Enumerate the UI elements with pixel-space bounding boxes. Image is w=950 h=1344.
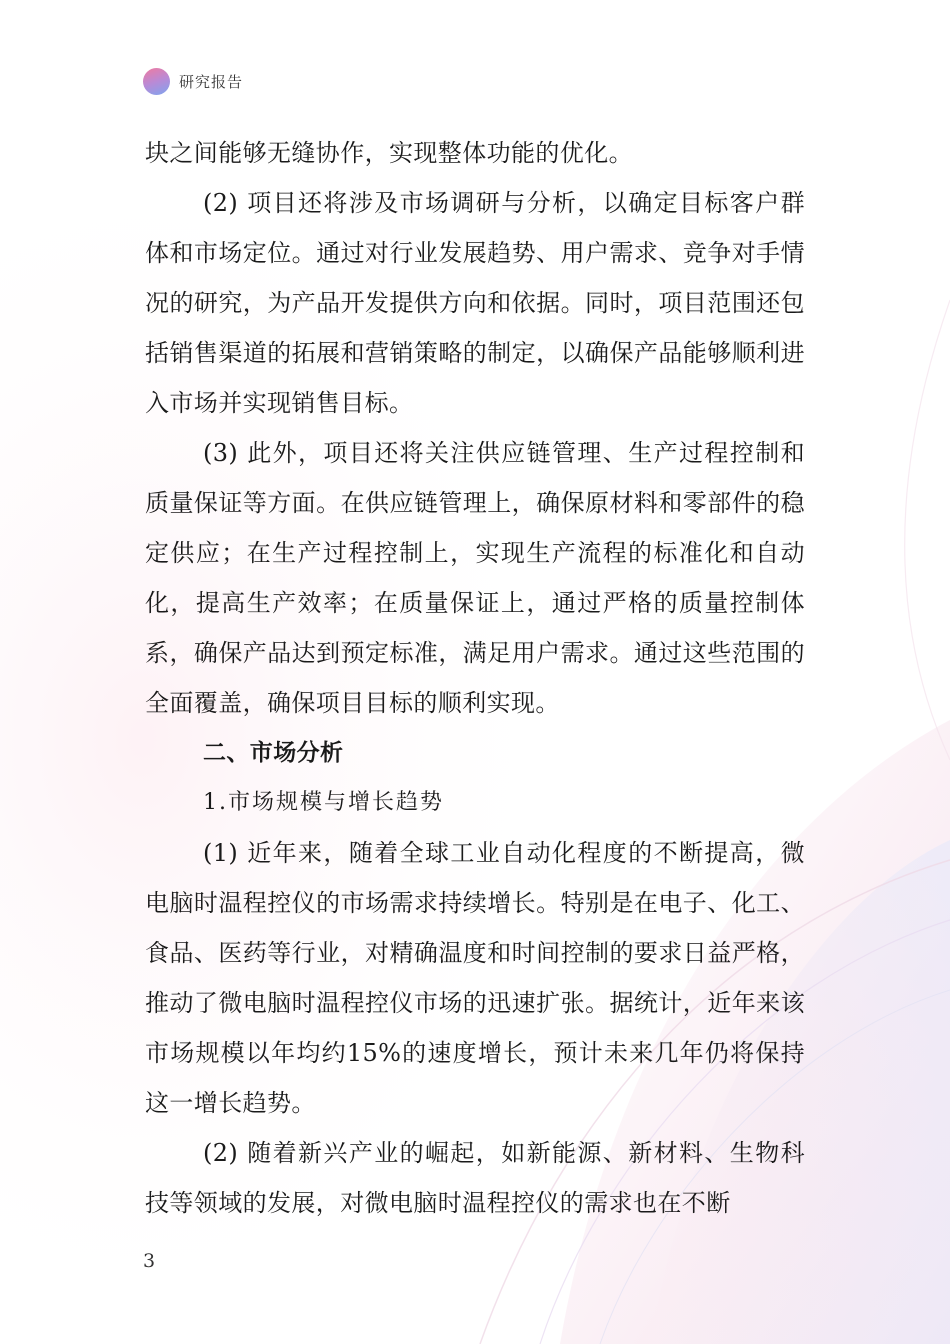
- paragraph-scope-2: (2) 项目还将涉及市场调研与分析，以确定目标客户群体和市场定位。通过对行业发展趋势、用户需求、竞争对手情况的研究，为产品开发提供方向和依据。同时，项目范围还包括销售渠道的拓展和营销策略的制定，以确保产品能够顺利进入市场并实现销售目标。: [145, 189, 805, 417]
- logo-icon: [143, 68, 170, 95]
- subsection-heading: 1.市场规模与增长趋势: [203, 790, 444, 815]
- paragraph-market-1: (1) 近年来，随着全球工业自动化程度的不断提高，微电脑时温程控仪的市场需求持续增长。特别是在电子、化工、食品、医药等行业，对精确温度和时间控制的要求日益严格，推动了微电脑时温程控仪市场的迅速扩张。据统计，近年来该市场规模以年均约15%的速度增长，预计未来几年仍将保持这一增长趋势。: [145, 839, 805, 1117]
- paragraph-scope-3: (3) 此外，项目还将关注供应链管理、生产过程控制和质量保证等方面。在供应链管理上，确保原材料和零部件的稳定供应；在生产过程控制上，实现生产流程的标准化和自动化，提高生产效率；在质量保证上，通过严格的质量控制体系，确保产品达到预定标准，满足用户需求。通过这些范围的全面覆盖，确保项目目标的顺利实现。: [145, 439, 805, 717]
- section-heading: 二、市场分析: [203, 740, 344, 766]
- page-header: [143, 66, 243, 96]
- document-body: [145, 128, 805, 1228]
- page-number: 3: [143, 1250, 156, 1272]
- paragraph-market-2: (2) 随着新兴产业的崛起，如新能源、新材料、生物科技等领域的发展，对微电脑时温程控仪的需求也在不断: [145, 1139, 805, 1217]
- paragraph-continuation: 块之间能够无缝协作，实现整体功能的优化。: [145, 139, 633, 167]
- header-title: 研究报告: [179, 72, 244, 91]
